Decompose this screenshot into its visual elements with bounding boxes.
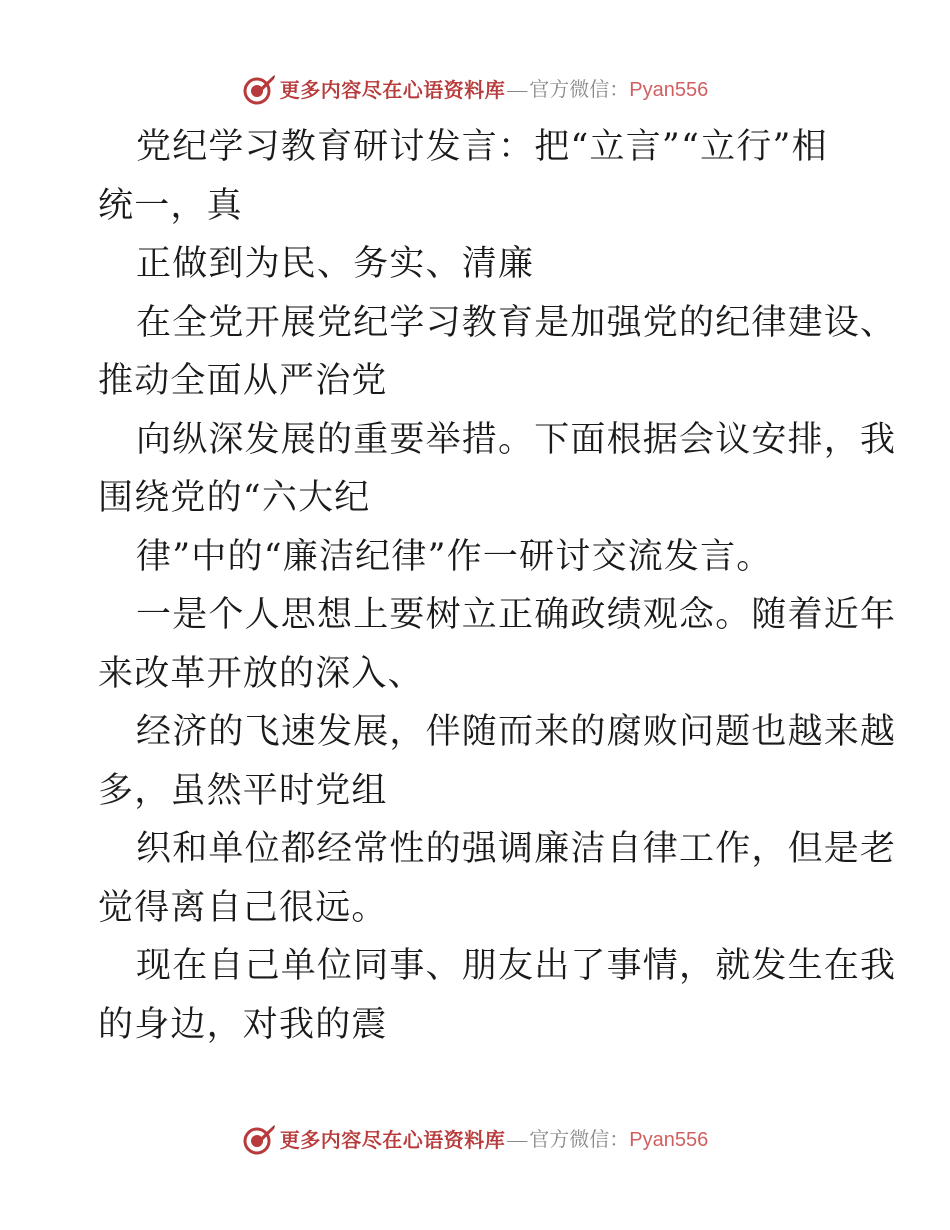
body-line: 一是个人思想上要树立正确政绩观念。随着近年 xyxy=(136,595,897,635)
body-line: 觉得离自己很远。 xyxy=(98,887,388,928)
body-line: 织和单位都经常性的强调廉洁自律工作，但是老 xyxy=(136,829,897,869)
body-line: 党纪学习教育研讨发言：把“立言”“立行”相 xyxy=(136,127,828,167)
pen-logo-icon xyxy=(242,1123,276,1157)
watermark-main-text: 更多内容尽在心语资料库 xyxy=(279,78,506,102)
header-watermark xyxy=(0,70,950,110)
body-line: 围绕党的“六大纪 xyxy=(98,478,371,518)
document-body xyxy=(98,118,897,1054)
footer-watermark xyxy=(0,1120,950,1160)
body-line: 向纵深发展的重要举措。下面根据会议安排，我 xyxy=(136,419,897,460)
watermark-wechat-id: Pyan556 xyxy=(629,1129,709,1151)
watermark-wechat-id: Pyan556 xyxy=(629,79,709,101)
watermark-separator: — xyxy=(507,79,528,101)
watermark-wechat-label: 官方微信： xyxy=(529,1129,630,1151)
body-line: 经济的飞速发展，伴随而来的腐败问题也越来越 xyxy=(136,712,897,752)
body-line: 在全党开展党纪学习教育是加强党的纪律建设、 xyxy=(136,302,897,343)
body-line: 统一，真 xyxy=(98,185,243,226)
watermark-main-text: 更多内容尽在心语资料库 xyxy=(279,1128,506,1152)
body-line: 正做到为民、务实、清廉 xyxy=(136,244,535,284)
body-line: 现在自己单位同事、朋友出了事情，就发生在我 xyxy=(136,946,897,986)
pen-logo-icon xyxy=(242,73,276,107)
body-line: 来改革开放的深入、 xyxy=(98,653,424,694)
body-line: 推动全面从严治党 xyxy=(98,361,388,401)
watermark-wechat-label: 官方微信： xyxy=(529,79,630,101)
body-line: 律”中的“廉洁纪律”作一研讨交流发言。 xyxy=(136,536,773,577)
watermark-separator: — xyxy=(507,1129,528,1151)
body-line: 的身边，对我的震 xyxy=(98,1004,388,1045)
body-line: 多，虽然平时党组 xyxy=(98,770,388,811)
